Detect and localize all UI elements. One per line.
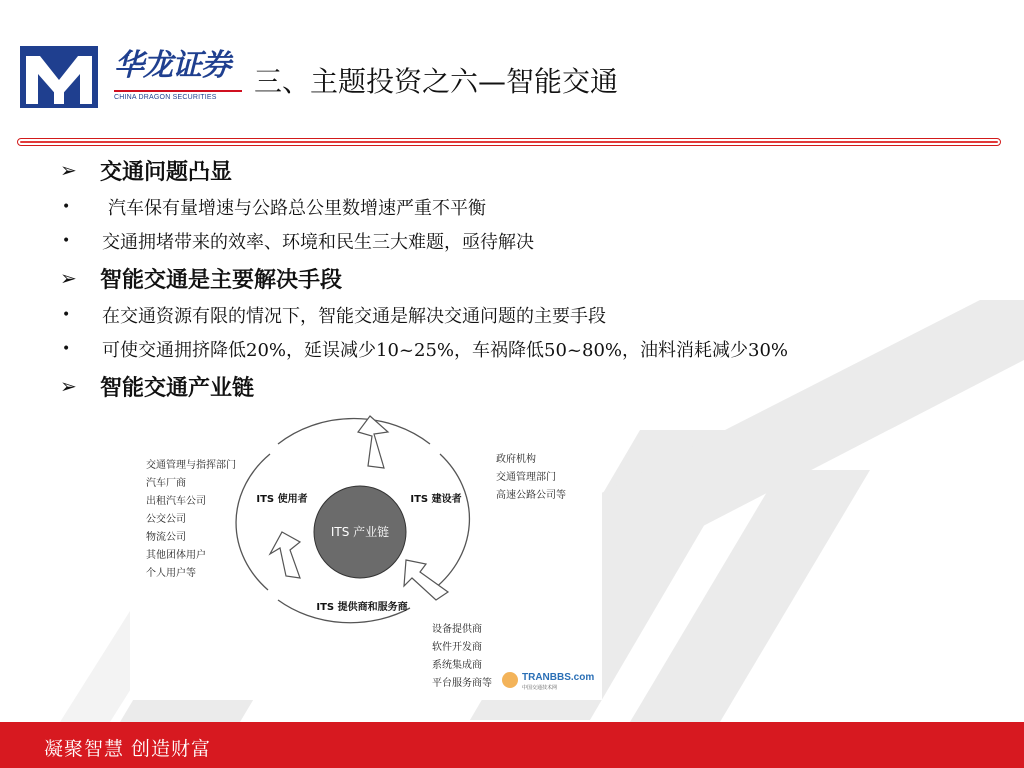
company-logo	[14, 42, 234, 108]
bullet-text: 交通拥堵带来的效率、环境和民生三大难题，亟待解决	[102, 232, 534, 253]
users-list-item: 物流公司	[146, 532, 186, 543]
bullet-dot-icon: •	[62, 341, 71, 357]
logo-chinese-name: 华龙证券	[114, 48, 230, 83]
users-list-item: 出租汽车公司	[146, 496, 206, 507]
arrow-left-icon	[270, 532, 300, 578]
its-industry-chain-diagram	[130, 404, 602, 700]
providers-list-item: 软件开发商	[432, 642, 482, 653]
arrow-top-icon	[358, 416, 388, 468]
footer-bar	[0, 722, 1024, 768]
builders-list-item: 交通管理部门	[496, 472, 556, 483]
providers-label: ITS 提供商和服务商	[316, 602, 408, 613]
tranbbs-watermark	[502, 672, 594, 691]
center-label: ITS 产业链	[330, 525, 390, 539]
bullet-item	[60, 298, 960, 332]
bullet-dot-icon: •	[62, 199, 71, 215]
builders-list-item: 高速公路公司等	[496, 490, 566, 501]
bullet-item	[60, 224, 960, 258]
bullet-text: 可使交通拥挤降低20%，延误减少10~25%，车祸降低50~80%，油料消耗减少30%	[102, 340, 789, 361]
tranbbs-site: TRANBBS.com	[522, 672, 595, 683]
arrow-bullet-icon: ➢	[60, 374, 77, 398]
builders-list-item: 政府机构	[496, 454, 536, 465]
arrow-bullet-icon: ➢	[60, 266, 77, 290]
users-label: ITS 使用者	[256, 494, 308, 505]
logo-english-name: CHINA DRAGON SECURITIES	[114, 90, 242, 101]
users-list-item: 交通管理与指挥部门	[146, 460, 236, 471]
users-list-item: 其他团体用户	[146, 550, 206, 561]
arrow-right-icon	[404, 560, 448, 600]
ring-arc-right	[430, 454, 469, 592]
users-list-item: 汽车厂商	[146, 478, 186, 489]
users-list-item: 公交公司	[146, 514, 186, 525]
bullet-dot-icon: •	[62, 307, 71, 323]
header-divider	[17, 138, 1001, 146]
ring-arc-left	[236, 454, 270, 590]
bullet-text: 在交通资源有限的情况下，智能交通是解决交通问题的主要手段	[102, 306, 606, 327]
bullet-dot-icon: •	[62, 233, 71, 249]
arrow-bullet-icon: ➢	[60, 158, 77, 182]
logo-emblem-icon	[20, 46, 98, 108]
bullet-text: 汽车保有量增速与公路总公里数增速严重不平衡	[108, 198, 486, 219]
page-title: 三、主题投资之六—智能交通	[254, 65, 619, 98]
bullet-item	[60, 332, 960, 366]
tranbbs-sub: 中国交通技术网	[522, 685, 558, 691]
bullet-item	[60, 190, 960, 224]
section-heading	[60, 150, 960, 190]
providers-list	[432, 622, 492, 689]
builders-label: ITS 建设者	[410, 494, 462, 505]
providers-list-item: 平台服务商等	[432, 678, 492, 689]
section-heading	[60, 366, 960, 406]
tranbbs-logo-icon	[502, 672, 518, 688]
slide-content	[60, 150, 960, 406]
providers-list-item: 系统集成商	[432, 660, 482, 671]
users-list	[146, 458, 236, 579]
ring-arc-top	[278, 419, 430, 444]
builders-list	[496, 452, 566, 501]
section-heading	[60, 258, 960, 298]
footer-slogan: 凝聚智慧 创造财富	[44, 738, 212, 760]
section-heading-text: 智能交通产业链	[100, 375, 255, 401]
section-heading-text: 交通问题凸显	[100, 159, 233, 185]
users-list-item: 个人用户等	[146, 568, 196, 579]
section-heading-text: 智能交通是主要解决手段	[100, 267, 343, 293]
providers-list-item: 设备提供商	[432, 624, 482, 635]
